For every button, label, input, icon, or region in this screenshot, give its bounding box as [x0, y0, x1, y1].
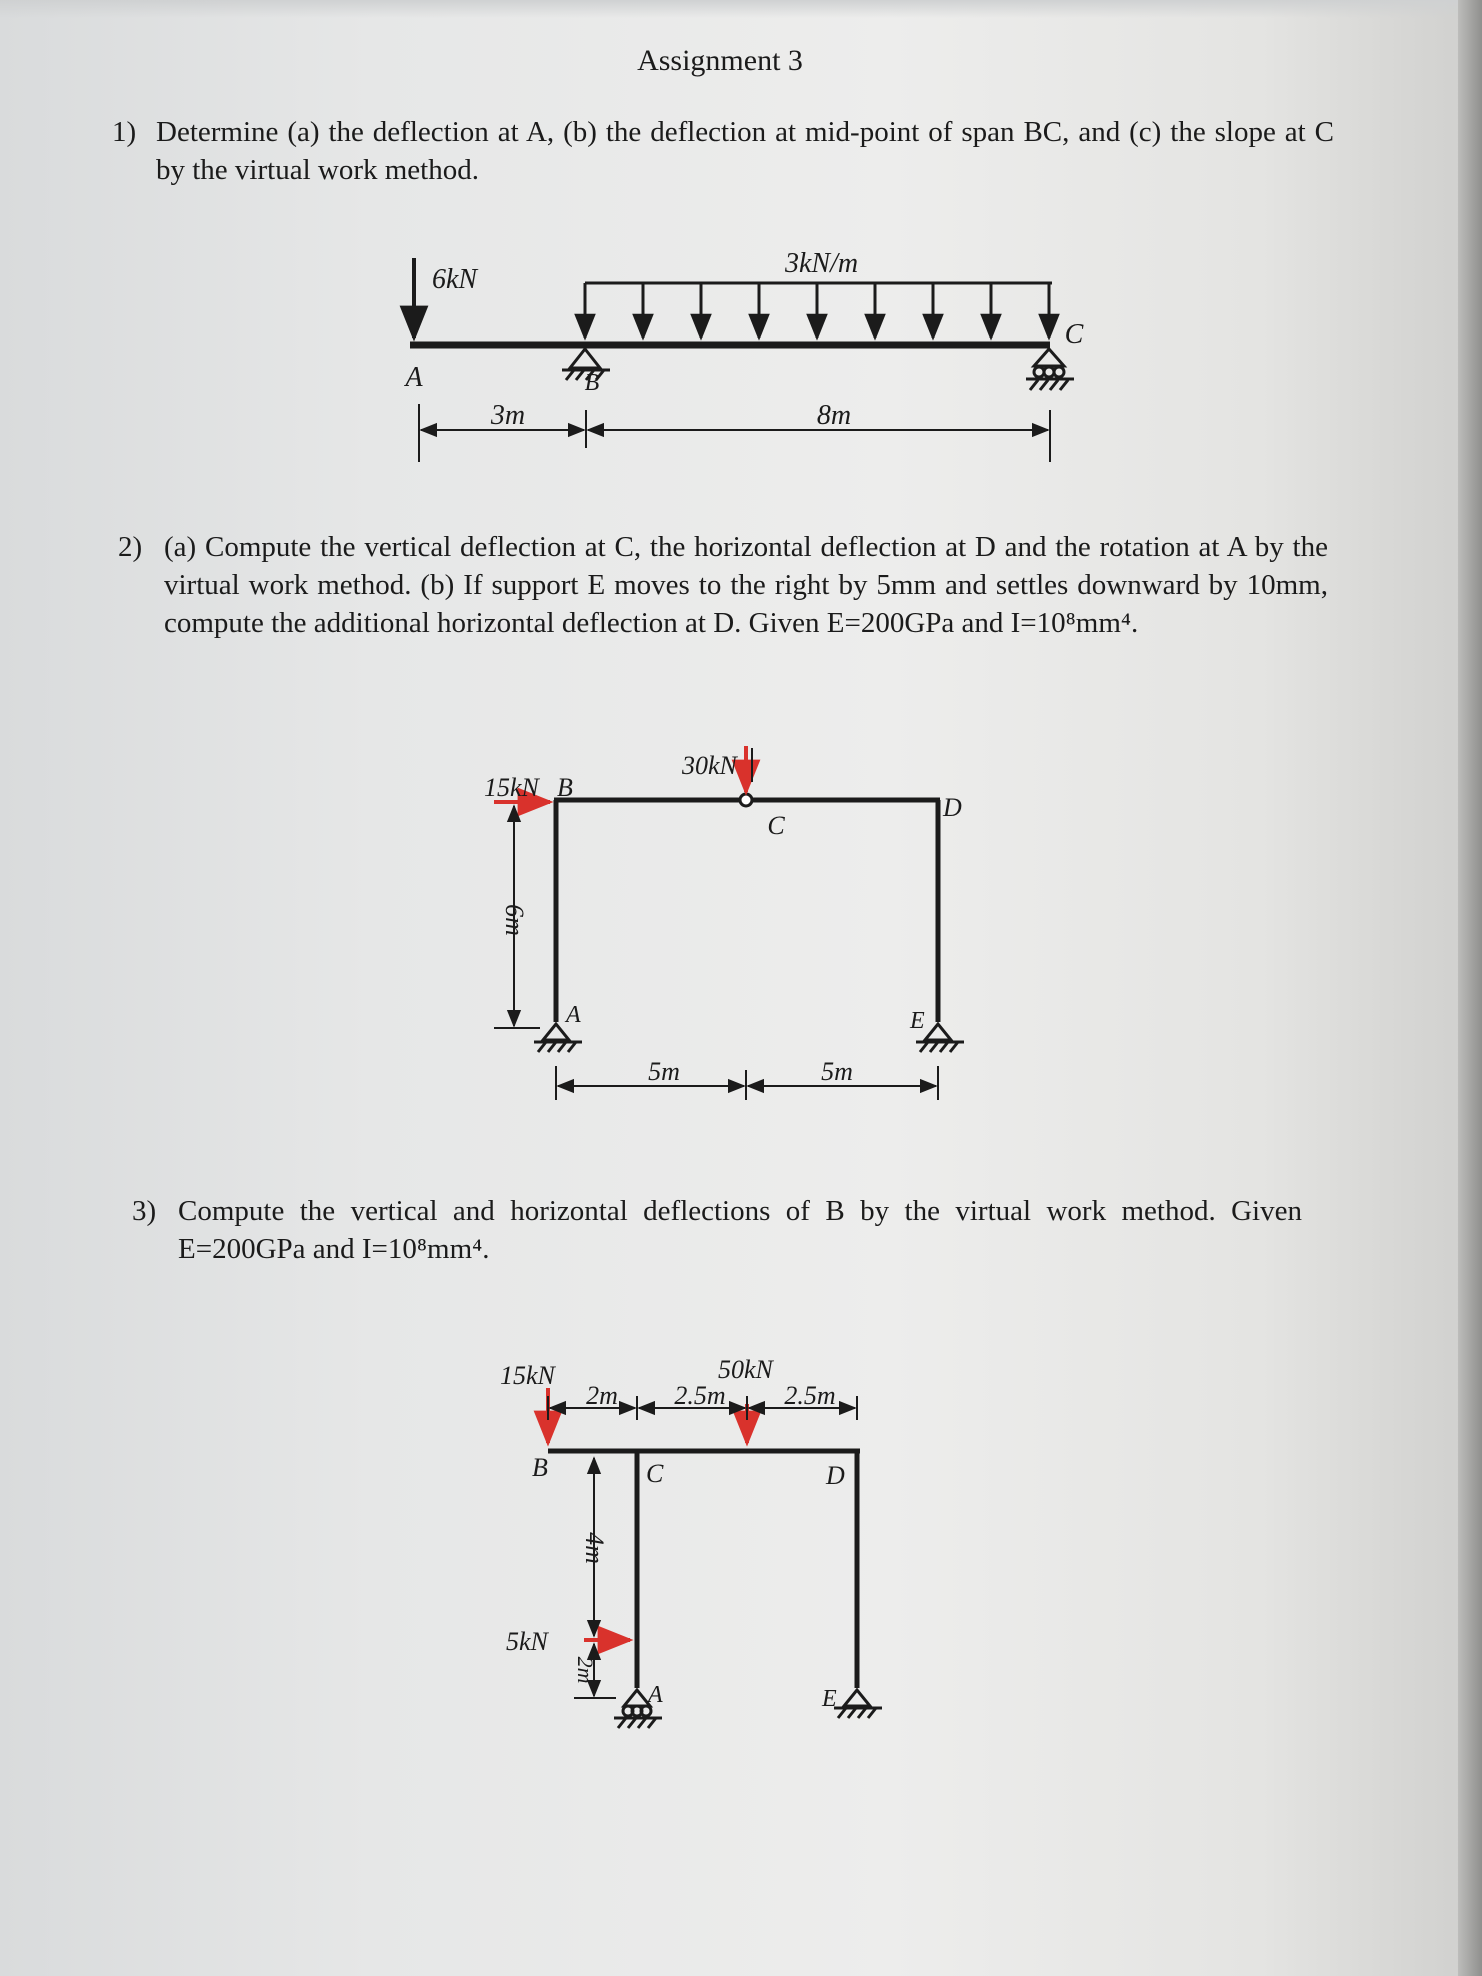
dim-span-1: 2.5m — [674, 1381, 726, 1410]
dim-ab: 3m — [490, 400, 526, 431]
load-15kn-label: 15kN — [484, 773, 539, 802]
dim-upper: 4m — [580, 1532, 609, 1564]
problem-1-number: 1) — [112, 116, 137, 148]
label-a: A — [566, 1002, 581, 1028]
label-a: A — [405, 362, 423, 393]
distributed-load-label: 3kN/m — [785, 248, 859, 279]
dim-span-2: 2.5m — [784, 1381, 836, 1410]
label-b: B — [584, 370, 600, 396]
label-a: A — [648, 1682, 663, 1708]
label-d: D — [826, 1461, 845, 1490]
dim-height: 6m — [500, 904, 529, 936]
load-5kn-label: 5kN — [506, 1627, 548, 1656]
dim-bc: 8m — [816, 400, 852, 431]
problem-3-number: 3) — [132, 1195, 157, 1227]
problem-2-text: (a) Compute the vertical deflection at C, the horizontal deflection at D and the rotation at A by the virtual work method. (b) If support E moves to the right by 5mm and settles downward by 10mm, compute the additional horizontal deflection at D. Given E=200GPa and I=10⁸mm⁴. — [164, 531, 1328, 639]
load-50kn-label: 50kN — [718, 1355, 773, 1384]
dim-left-span: 5m — [648, 1057, 680, 1086]
pin-support-e — [834, 1690, 882, 1718]
problem-2-number: 2) — [118, 531, 143, 563]
load-15kn-label: 15kN — [500, 1361, 555, 1390]
label-e: E — [910, 1008, 925, 1034]
problem-1-text: Determine (a) the deflection at A, (b) the deflection at mid-point of span BC, and (c) the slope at C by the virtual work method. — [156, 116, 1334, 186]
label-b: B — [557, 773, 573, 802]
dim-right-span: 5m — [821, 1057, 853, 1086]
load-30kn-label: 30kN — [682, 751, 737, 780]
problem-3-text: Compute the vertical and horizontal deflections of B by the virtual work method. Given E=200GPa and I=10⁸mm⁴. — [178, 1195, 1302, 1265]
label-e: E — [822, 1686, 837, 1712]
label-c: C — [767, 811, 785, 840]
label-c: C — [1064, 319, 1084, 350]
dim-lower: 2m — [573, 1656, 598, 1684]
label-c: C — [646, 1459, 664, 1488]
assignment-title: Assignment 3 — [637, 44, 803, 77]
label-d: D — [943, 793, 962, 822]
point-load-label: 6kN — [432, 264, 478, 295]
label-b: B — [532, 1453, 548, 1482]
dim-overhang: 2m — [586, 1381, 618, 1410]
